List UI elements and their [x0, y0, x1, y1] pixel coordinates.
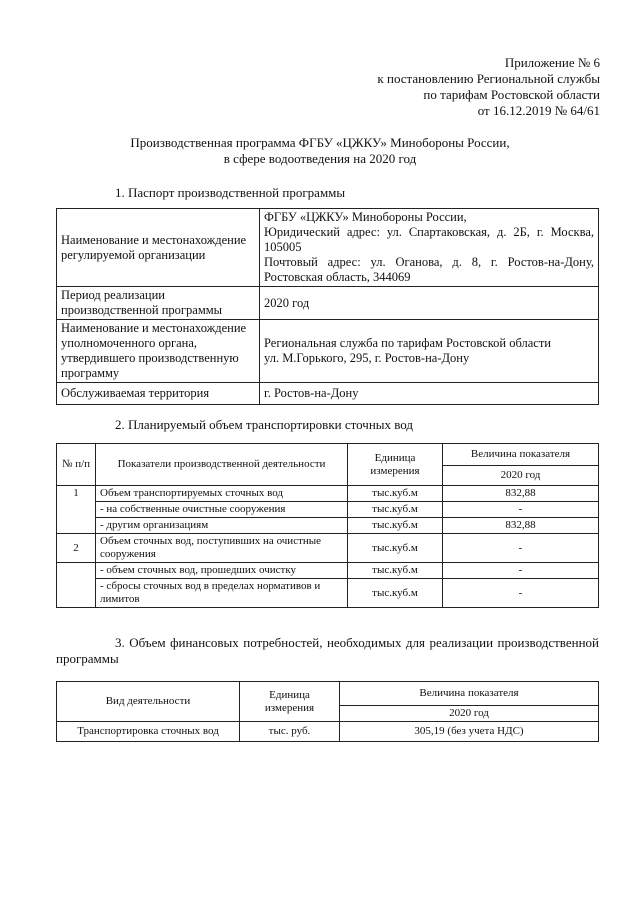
row-num: 2 — [57, 534, 96, 563]
row-value: 832,88 — [443, 518, 599, 534]
col-header-value: Величина показателя — [340, 682, 599, 706]
col-header-num: № п/п — [57, 444, 96, 486]
row-value: - — [443, 534, 599, 563]
appendix-line: от 16.12.2019 № 64/61 — [477, 103, 600, 118]
document-title — [0, 135, 640, 167]
table-row — [57, 287, 599, 320]
section3-heading — [56, 635, 599, 667]
row-indicator: Объем сточных вод, поступивших на очистные сооружения — [96, 534, 348, 563]
col-header-year: 2020 год — [443, 466, 599, 486]
passport-label: Обслуживаемая территория — [57, 383, 260, 405]
col-header-unit: Единица измерения — [348, 444, 443, 486]
table-row — [57, 486, 599, 502]
heading-line: программы — [56, 651, 119, 666]
value-line: Почтовый адрес: ул. Оганова, д. 8, г. Ростов-на-Дону, — [264, 255, 594, 269]
col-header-activity: Вид деятельности — [57, 682, 240, 722]
table-row — [57, 502, 599, 518]
passport-value: г. Ростов-на-Дону — [260, 383, 599, 405]
passport-value — [260, 320, 599, 383]
row-value: 832,88 — [443, 486, 599, 502]
table-row — [57, 722, 599, 742]
heading-line: 3. Объем финансовых потребностей, необходимых для реализации производственной — [115, 635, 599, 650]
row-unit: тыс.куб.м — [348, 563, 443, 579]
finance-table — [56, 681, 599, 742]
passport-table — [56, 208, 599, 405]
row-value: - — [443, 502, 599, 518]
col-header-value: Величина показателя — [443, 444, 599, 466]
col-header-unit: Единица измерения — [240, 682, 340, 722]
table-header-row — [57, 682, 599, 706]
appendix-line: Приложение № 6 — [504, 55, 600, 70]
col-header-indicator: Показатели производственной деятельности — [96, 444, 348, 486]
row-unit: тыс.куб.м — [348, 486, 443, 502]
table-header-row — [57, 444, 599, 466]
passport-value — [260, 209, 599, 287]
row-num — [57, 563, 96, 608]
passport-label: Период реализации производственной программы — [57, 287, 260, 320]
row-indicator: - сбросы сточных вод в пределах нормативов и лимитов — [96, 579, 348, 608]
volume-table — [56, 443, 599, 608]
row-unit: тыс.куб.м — [348, 502, 443, 518]
value-line: Юридический адрес: ул. Спартаковская, д. 2Б, г. Москва, — [264, 225, 594, 239]
row-indicator: - объем сточных вод, прошедших очистку — [96, 563, 348, 579]
table-row — [57, 534, 599, 563]
appendix-line: к постановлению Региональной службы — [377, 71, 600, 86]
title-line: Производственная программа ФГБУ «ЦЖКУ» Минобороны России, — [130, 135, 510, 150]
value-line: ул. М.Горького, 295, г. Ростов-на-Дону — [264, 351, 470, 365]
table-row — [57, 209, 599, 287]
value-line: 105005 — [264, 240, 302, 254]
value-line: ФГБУ «ЦЖКУ» Минобороны России, — [264, 210, 467, 224]
row-value: - — [443, 579, 599, 608]
passport-label: Наименование и местонахождение регулируемой организации — [57, 209, 260, 287]
appendix-reference — [377, 55, 600, 119]
table-row — [57, 320, 599, 383]
row-value: - — [443, 563, 599, 579]
row-indicator: Объем транспортируемых сточных вод — [96, 486, 348, 502]
row-unit: тыс. руб. — [240, 722, 340, 742]
col-header-year: 2020 год — [340, 706, 599, 722]
title-line: в сфере водоотведения на 2020 год — [223, 151, 417, 166]
table-row — [57, 563, 599, 579]
passport-value: 2020 год — [260, 287, 599, 320]
value-line: Региональная служба по тарифам Ростовской области — [264, 336, 551, 350]
row-indicator: - на собственные очистные сооружения — [96, 502, 348, 518]
row-value: 305,19 (без учета НДС) — [340, 722, 599, 742]
row-unit: тыс.куб.м — [348, 534, 443, 563]
value-line: Ростовская область, 344069 — [264, 270, 411, 284]
table-row — [57, 518, 599, 534]
section2-heading: 2. Планируемый объем транспортировки сточных вод — [115, 417, 414, 432]
row-activity: Транспортировка сточных вод — [57, 722, 240, 742]
row-num: 1 — [57, 486, 96, 534]
table-row — [57, 383, 599, 405]
passport-label: Наименование и местонахождение уполномоченного органа, утвердившего производственную программу — [57, 320, 260, 383]
table-row — [57, 579, 599, 608]
row-indicator: - другим организациям — [96, 518, 348, 534]
row-unit: тыс.куб.м — [348, 579, 443, 608]
section1-heading: 1. Паспорт производственной программы — [115, 185, 346, 200]
appendix-line: по тарифам Ростовской области — [423, 87, 600, 102]
row-unit: тыс.куб.м — [348, 518, 443, 534]
